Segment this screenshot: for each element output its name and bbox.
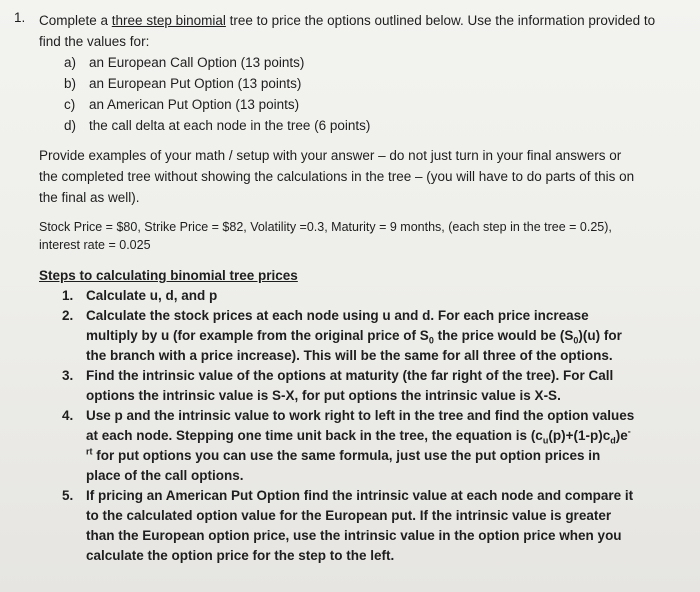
step-text-part: )(u) for the branch with a price increase). This will be the same for all three of the options.	[86, 328, 622, 363]
part-label: b)	[64, 76, 77, 91]
list-item	[64, 73, 370, 94]
parameters-paragraph: Stock Price = $80, Strike Price = $82, Volatility =0.3, Maturity = 9 months, (each step in the tree = 0.25), interest rate = 0.025	[39, 220, 612, 252]
step-text-part: Calculate the stock prices at each node using u and d. For each price increase multiply by u (for example from the original price of S	[86, 308, 589, 343]
step-number: 3.	[62, 368, 74, 383]
subscript: u	[542, 435, 549, 446]
step-number: 5.	[62, 488, 74, 503]
part-label: a)	[64, 55, 77, 70]
step-text	[86, 306, 637, 366]
question-number: 1.	[14, 10, 26, 25]
list-item	[62, 306, 637, 366]
part-text: an European Call Option (13 points)	[89, 55, 305, 70]
list-item	[62, 406, 637, 486]
question-intro	[39, 10, 679, 52]
part-text: an European Put Option (13 points)	[89, 76, 302, 91]
list-item	[64, 94, 370, 115]
list-item	[64, 115, 370, 136]
superscript: -rt	[86, 426, 631, 457]
instructions-paragraph: Provide examples of your math / setup with your answer – do not just turn in your final answers or the completed tree without showing the calculations in the tree – (you will have to do parts of this on the final as well).	[39, 148, 635, 205]
part-label: c)	[64, 97, 76, 112]
step-text-part: Use p and the intrinsic value to work right to left in the tree and find the option values at each node. Stepping one time unit back in the tree, the equation is (c	[86, 408, 635, 443]
step-text-part: the price would be (S	[433, 328, 574, 343]
question-parts-list	[64, 52, 370, 136]
step-text: Find the intrinsic value of the options at maturity (the far right of the tree). For Call options the intrinsic value is S-X, for put options the intrinsic value is X-S.	[86, 368, 614, 403]
intro-underlined: three step binomial	[111, 13, 226, 28]
list-item	[64, 52, 370, 73]
subscript: 0	[573, 335, 579, 346]
step-text: Calculate u, d, and p	[86, 288, 218, 303]
step-text-part: (p)+(1-p)c	[548, 428, 611, 443]
list-item	[62, 486, 637, 566]
step-text-part: for put options you can use the same formula, just use the put option prices in place of the call options.	[86, 448, 601, 483]
step-text-part: )e	[615, 428, 628, 443]
intro-text-b: tree to price the options outlined below. Use the information provided to find the values for:	[39, 13, 656, 49]
step-number: 2.	[62, 308, 74, 323]
list-item	[62, 286, 637, 306]
step-number: 1.	[62, 288, 74, 303]
step-text: If pricing an American Put Option find the intrinsic value at each node and compare it to the calculated option value for the European put. If the intrinsic value is greater than the European option price, use the intrinsic value in the option price when you calculate the option price for the step to the left.	[86, 488, 634, 563]
list-item	[62, 366, 637, 406]
step-text	[86, 406, 637, 486]
subscript: d	[610, 435, 616, 446]
intro-text-a: Complete a	[39, 13, 112, 28]
steps-list	[62, 286, 637, 566]
step-number: 4.	[62, 408, 74, 423]
subscript: 0	[428, 335, 434, 346]
part-text: the call delta at each node in the tree (6 points)	[89, 118, 371, 133]
part-text: an American Put Option (13 points)	[89, 97, 300, 112]
steps-title: Steps to calculating binomial tree prices	[39, 268, 298, 283]
part-label: d)	[64, 118, 77, 133]
